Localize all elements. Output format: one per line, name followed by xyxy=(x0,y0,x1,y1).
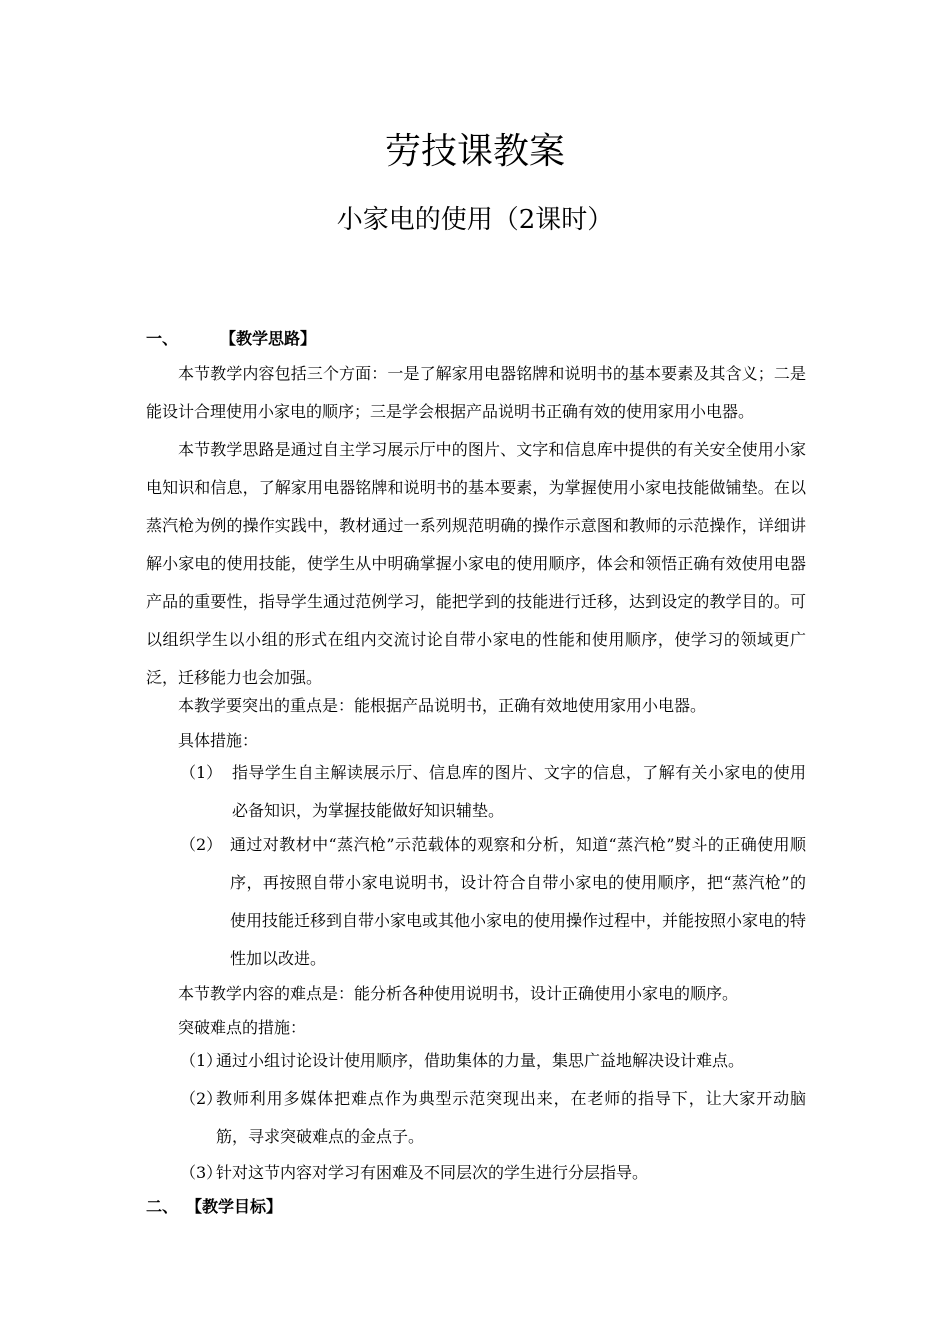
breakthrough-item-3 xyxy=(180,1154,806,1192)
section-1-paragraph-2: 本节教学思路是通过自主学习展示厅中的图片、文字和信息库中提供的有关安全使用小家电知识和信息，了解家用电器铭牌和说明书的基本要素，为掌握使用小家电技能做铺垫。在以蒸汽枪为例的操作实践中，教材通过一系列规范明确的操作示意图和教师的示范操作，详细讲解小家电的使用技能，使学生从中明确掌握小家电的使用顺序，体会和领悟正确有效使用电器产品的重要性，指导学生通过范例学习，能把学到的技能进行迁移，达到设定的教学目的。可以组织学生以小组的形式在组内交流讨论自带小家电的性能和使用顺序，使学习的领域更广泛，迁移能力也会加强。 xyxy=(146,440,806,687)
breakthrough-item-2 xyxy=(180,1080,806,1156)
section-1-title: 【教学思路】 xyxy=(220,329,317,348)
list-marker: （1） xyxy=(180,1051,223,1070)
list-marker: （1） xyxy=(180,763,223,782)
key-point-text: 本教学要突出的重点是：能根据产品说明书，正确有效地使用家用小电器。 xyxy=(178,696,707,715)
breakthrough-item-2-text xyxy=(180,1080,806,1156)
breakthrough-item-3-text: 针对这节内容对学习有困难及不同层次的学生进行分层指导。 xyxy=(216,1163,649,1182)
breakthrough-item-1 xyxy=(180,1042,806,1080)
section-2-number: 二、 xyxy=(146,1197,179,1216)
measure-item-2-text: 通过对教材中“蒸汽枪”示范载体的观察和分析，知道“蒸汽枪”熨斗的正确使用顺序，再按照自带小家电说明书，设计符合自带小家电的使用顺序，把“蒸汽枪”的使用技能迁移到自带小家电或其他小家电的使用操作过程中，并能按照小家电的特性加以改进。 xyxy=(230,835,807,968)
breakthrough-label: 突破难点的措施： xyxy=(178,1018,307,1037)
section-2-title: 【教学目标】 xyxy=(186,1197,283,1216)
breakthrough-item-2-body: 教师利用多媒体把难点作为典型示范突现出来，在老师的指导下，让大家开动脑筋，寻求突破难点的金点子。 xyxy=(216,1089,806,1146)
measures-label: 具体措施： xyxy=(178,731,259,750)
list-marker: （2） xyxy=(180,1089,223,1108)
section-1-heading xyxy=(146,326,316,352)
document-title: 劳技课教案 xyxy=(384,131,565,172)
list-marker: （3） xyxy=(180,1163,223,1182)
measure-item-2 xyxy=(180,826,806,978)
measure-item-1-text: 指导学生自主解读展示厅、信息库的图片、文字的信息，了解有关小家电的使用必备知识，为掌握技能做好知识辅垫。 xyxy=(232,763,806,820)
section-1-number: 一、 xyxy=(146,329,179,348)
difficulty-text: 本节教学内容的难点是：能分析各种使用说明书，设计正确使用小家电的顺序。 xyxy=(178,984,739,1003)
measure-item-1 xyxy=(180,754,806,830)
document-subtitle: 小家电的使用（2课时） xyxy=(336,205,614,235)
section-2-heading xyxy=(146,1194,282,1220)
list-marker: （2） xyxy=(180,835,223,854)
breakthrough-item-1-text: 通过小组讨论设计使用顺序，借助集体的力量，集思广益地解决设计难点。 xyxy=(216,1051,745,1070)
section-1-paragraph-1: 本节教学内容包括三个方面：一是了解家用电器铭牌和说明书的基本要素及其含义；二是能设计合理使用小家电的顺序；三是学会根据产品说明书正确有效的使用家用小电器。 xyxy=(146,364,806,421)
